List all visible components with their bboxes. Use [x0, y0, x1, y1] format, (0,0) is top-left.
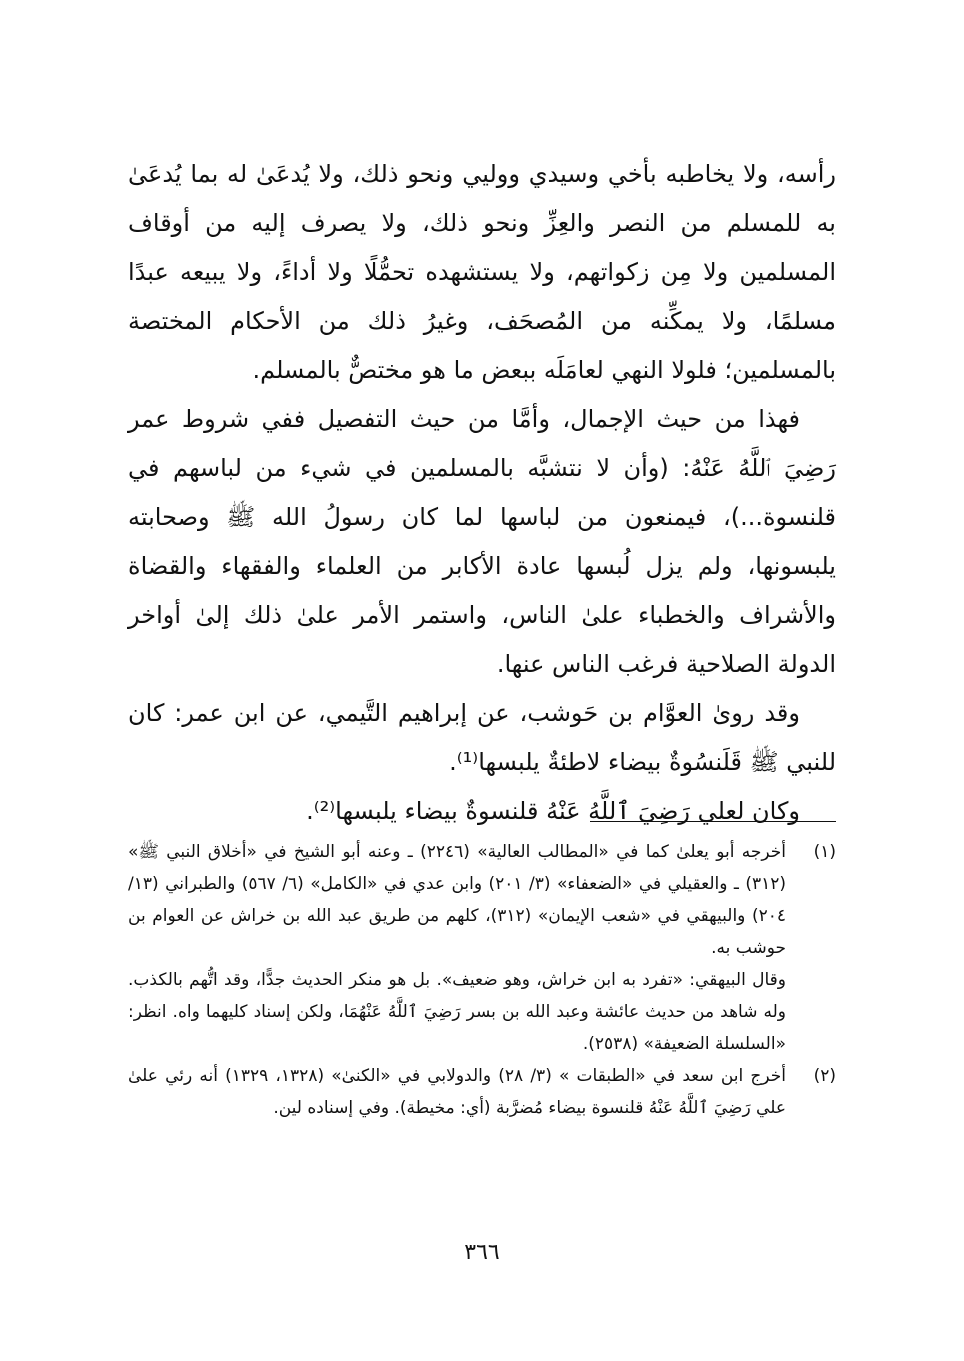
- footnote-1-number: (١): [813, 842, 836, 862]
- main-paragraph-1: رأسه، ولا يخاطبه بأخي وسيدي ووليي ونحو ذلك، ولا يُدعَىٰ له بما يُدعَىٰ به للمسلم من النصر والعِزِّ ونحو ذلك، ولا يصرف إليه من أوقاف المسلمين ولا مِن زكواتهم، ولا يستشهده تحمُّلًا ولا أداءً، ولا يبيعه عبدًا مسلمًا، ولا يمكِّنه من المُصحَف، وغيرُ ذلك من الأحكام المختصة بالمسلمين؛ فلولا النهي لعامَلَه ببعض ما هو مختصٌّ بالمسلم.: [128, 160, 836, 384]
- footnote-separator: [590, 821, 836, 822]
- footnotes: [128, 836, 836, 1124]
- main-text: [128, 150, 836, 836]
- main-paragraph-2: فهذا من حيث الإجمال، وأمَّا من حيث التفصيل ففي شروط عمر رَضِيَ ٱللَّهُ عَنْهُ: (وأن لا نتشبَّه بالمسلمين في شيء من لباسهم في قلنسوة...)، فيمنعون من لباسها لما كان رسولُ الله ﷺ وصحابته يلبسونها، ولم يزل لُبسها عادة الأكابر من العلماء والفقهاء والقضاة والأشراف والخطباء علىٰ الناس، واستمر الأمر علىٰ ذلك إلىٰ أواخر الدولة الصلاحية فرغب الناس عنها.: [128, 405, 836, 678]
- footnote-2-number: (٢): [813, 1066, 836, 1086]
- footnote-1: [128, 836, 836, 1060]
- footnote-1-paragraph-2: وقال البيهقي: «تفرد به ابن خراش، وهو ضعيف». بل هو منكر الحديث جدًّا، وقد اتُّهم بالكذب. وله شاهد من حديث عائشة وعبد الله بن بسر رَضِيَ ٱللَّهُ عَنْهُمَا، ولكن إسناد كليهما واه. انظر: «السلسلة الضعيفة» (٢٥٣٨).: [128, 970, 786, 1054]
- footnote-2-body: [128, 1060, 786, 1124]
- footnote-1-body: [128, 836, 786, 1060]
- page-number: ٣٦٦: [464, 1240, 500, 1265]
- footnote-2: [128, 1060, 836, 1124]
- footnote-1-paragraph-1: أخرجه أبو يعلىٰ كما في «المطالب العالية» (٢٢٤٦) ـ وعنه أبو الشيخ في «أخلاق النبي ﷺ» (٣١٢) ـ والعقيلي في «الضعفاء» (٣/ ٢٠١) وابن عدي في «الكامل» (٦/ ٥٦٧) والطبراني (١٣/ ٢٠٤) والبيهقي في «شعب الإيمان» (٣١٢)، كلهم من طريق عبد الله بن خراش عن العوام بن حوشب به.: [128, 842, 787, 958]
- footnote-2-paragraph-1: أخرج ابن سعد في «الطبقات » (٣/ ٢٨) والدولابي في «الكنىٰ» (١٣٢٨، ١٣٢٩) أنه رئي علىٰ علي رَضِيَ ٱللَّهُ عَنْهُ قلنسوة بيضاء مُضرَّبة (أي: مخيطة). وفي إسناده لين.: [128, 1066, 786, 1118]
- main-paragraph-4: وكان لعلي رَضِيَ ٱللَّهُ عَنْهُ قلنسوةٌ بيضاء يلبسها⁽²⁾.: [306, 797, 800, 825]
- main-paragraph-3: وقد روىٰ العوَّام بن حَوشب، عن إبراهيم التَّيمي، عن ابن عمر: كان للنبي ﷺ قَلَنسُوةٌ بيضاء لاطئةٌ يلبسها⁽¹⁾.: [128, 699, 836, 776]
